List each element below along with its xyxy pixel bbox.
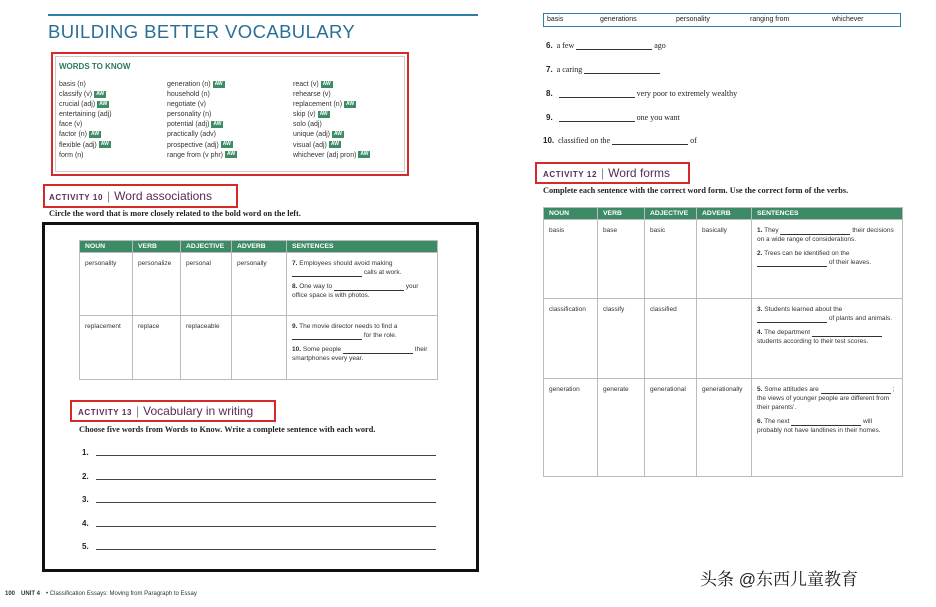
- line-number: 2.: [82, 471, 89, 481]
- page-title: BUILDING BETTER VOCABULARY: [48, 21, 356, 42]
- table-row: [544, 379, 903, 477]
- activity12-title: Word forms: [608, 166, 670, 180]
- footer-text: • Classification Essays: Moving from Paragraph to Essay: [46, 591, 197, 597]
- table-cell: generational: [645, 379, 697, 477]
- sentence-item: [757, 385, 897, 412]
- column-header: VERB: [598, 208, 645, 220]
- word-entry: [59, 100, 112, 110]
- item-number: 8.: [546, 89, 553, 98]
- academic-word-badge: AW: [222, 141, 231, 148]
- word-entry: [167, 130, 237, 140]
- word-entry: [59, 141, 112, 151]
- item-start: classified on the: [558, 136, 611, 145]
- activity13-label: ACTIVITY 13: [78, 408, 133, 417]
- sentence-end: will probably not have landlines in their homes.: [757, 418, 881, 434]
- sentence-number: 1.: [757, 227, 763, 234]
- table-cell: personal: [181, 253, 232, 316]
- answer-line: [96, 455, 436, 456]
- activity12-label: ACTIVITY 12: [543, 170, 598, 179]
- sentence-start: Employees should avoid making: [299, 260, 393, 267]
- table-cell: base: [598, 220, 645, 299]
- sentence-start: They: [764, 227, 779, 234]
- word-text: household (n): [167, 91, 210, 99]
- sentences-cell: [287, 253, 438, 316]
- word-entry: [293, 120, 370, 130]
- answer-line: [96, 526, 436, 527]
- word-text: prospective (adj): [167, 141, 219, 149]
- table-cell: [697, 299, 752, 379]
- academic-word-badge: AW: [360, 151, 369, 158]
- word-entry: [293, 80, 370, 90]
- table-row: [544, 299, 903, 379]
- word-text: crucial (adj): [59, 101, 96, 109]
- word-entry: [167, 100, 237, 110]
- table-row: [80, 253, 438, 316]
- word-entry: [167, 110, 237, 120]
- word-bank-item: ranging from: [750, 16, 790, 23]
- word-entry: [59, 151, 112, 161]
- sentence-item: [292, 259, 432, 277]
- line-number: 1.: [82, 448, 89, 457]
- word-text: solo (adj): [293, 121, 322, 129]
- academic-word-badge: AW: [319, 110, 328, 117]
- table-cell: basic: [645, 220, 697, 299]
- sentences-cell: [752, 299, 903, 379]
- answer-blank: [821, 387, 891, 394]
- column-header: NOUN: [80, 241, 133, 253]
- sentence-item: [757, 249, 897, 267]
- item-end: of: [690, 136, 697, 145]
- activity12-instruction: Complete each sentence with the correct word form. Use the correct form of the verbs.: [543, 186, 849, 195]
- column-header: SENTENCES: [752, 208, 903, 220]
- writing-line: [82, 448, 89, 457]
- sentence-number: 6.: [757, 418, 763, 425]
- table-cell: classify: [598, 299, 645, 379]
- activity10-title: Word associations: [114, 189, 212, 203]
- word-text: replacement (n): [293, 101, 343, 109]
- answer-line: [96, 502, 436, 503]
- answer-blank: [343, 347, 413, 354]
- word-entry: [167, 141, 237, 151]
- activity10-heading: ACTIVITY 10 | Word associations: [49, 189, 212, 203]
- sentence-end: of plants and animals.: [828, 315, 893, 322]
- sentence-start: Some attitudes are: [764, 386, 819, 393]
- word-text: flexible (adj): [59, 141, 97, 149]
- word-column-1: [59, 80, 112, 161]
- answer-blank: [757, 260, 827, 267]
- fill-in-item: [546, 89, 737, 98]
- sentence-end: ; the views of younger people are different from their parents'.: [757, 386, 895, 411]
- word-entry: [293, 110, 370, 120]
- word-text: react (v): [293, 81, 319, 88]
- table-cell: replace: [133, 316, 181, 380]
- academic-word-badge: AW: [100, 141, 109, 148]
- sentence-number: 8.: [292, 283, 298, 290]
- word-text: negotiate (v): [167, 101, 206, 109]
- academic-word-badge: AW: [213, 121, 222, 128]
- fill-in-item: [543, 136, 697, 145]
- sentence-end: students according to their test scores.: [757, 338, 869, 345]
- table-cell: replacement: [80, 316, 133, 380]
- table-cell: replaceable: [181, 316, 232, 380]
- sentence-start: Students learned about the: [764, 306, 843, 313]
- sentence-start: The department: [764, 329, 811, 336]
- word-entry: [293, 130, 370, 140]
- item-end: very poor to extremely wealthy: [636, 89, 738, 98]
- word-entry: [59, 130, 112, 140]
- activity10-instruction: Circle the word that is more closely related to the bold word on the left.: [49, 209, 301, 218]
- sentence-start: Trees can be identified on the: [764, 250, 850, 257]
- answer-blank: [292, 270, 362, 277]
- word-entry: [293, 100, 370, 110]
- sentence-number: 7.: [292, 260, 298, 267]
- academic-word-badge: AW: [322, 80, 331, 87]
- item-start: a few: [556, 41, 575, 50]
- answer-blank: [334, 284, 404, 291]
- table-row: [544, 220, 903, 299]
- word-bank-item: generations: [600, 16, 637, 23]
- word-text: potential (adj): [167, 121, 210, 129]
- table-cell: generationally: [697, 379, 752, 477]
- word-text: whichever (adj pron): [293, 151, 357, 159]
- word-entry: [167, 80, 237, 90]
- sentence-item: [757, 226, 897, 244]
- word-entry: [59, 90, 112, 100]
- academic-word-badge: AW: [346, 100, 355, 107]
- table-cell: personalize: [133, 253, 181, 316]
- sentence-number: 3.: [757, 306, 763, 313]
- sentence-item: [292, 322, 432, 340]
- word-entry: [59, 80, 112, 90]
- writing-line: [82, 495, 89, 504]
- word-entry: [293, 90, 370, 100]
- word-text: form (n): [59, 151, 84, 159]
- column-header: ADVERB: [697, 208, 752, 220]
- line-number: 5.: [82, 542, 89, 551]
- item-end: ago: [654, 41, 666, 50]
- footer-unit: UNIT 4: [21, 591, 41, 597]
- academic-word-badge: AW: [214, 80, 223, 87]
- column-header: ADVERB: [232, 241, 287, 253]
- item-number: 9.: [546, 113, 553, 122]
- word-text: rehearse (v): [293, 91, 331, 99]
- word-entry: [293, 141, 370, 151]
- word-entry: [167, 120, 237, 130]
- title-rule: [48, 14, 478, 16]
- sentence-end: of their leaves.: [828, 259, 872, 266]
- column-header: NOUN: [544, 208, 598, 220]
- sentence-start: The movie director needs to find a: [299, 323, 398, 330]
- sentence-start: The next: [764, 418, 790, 425]
- academic-word-badge: AW: [99, 100, 108, 107]
- table-cell: generate: [598, 379, 645, 477]
- line-number: 4.: [82, 518, 89, 528]
- sentence-start: One way to: [299, 283, 333, 290]
- word-text: personality (n): [167, 111, 212, 119]
- word-entry: [59, 110, 112, 120]
- column-header: ADJECTIVE: [181, 241, 232, 253]
- word-text: range from (v phr): [167, 151, 224, 159]
- word-form-table-12: [543, 207, 903, 477]
- answer-blank: [576, 43, 652, 50]
- word-text: factor (n): [59, 131, 88, 139]
- table-cell: classification: [544, 299, 598, 379]
- writing-line: [82, 542, 89, 551]
- answer-blank: [612, 138, 688, 145]
- table-cell: basis: [544, 220, 598, 299]
- word-text: classify (v): [59, 91, 93, 99]
- word-column-3: [293, 80, 370, 161]
- sentence-number: 10.: [292, 346, 302, 353]
- sentence-item: [292, 282, 432, 300]
- line-number: 3.: [82, 495, 89, 504]
- sentence-end: calls at work.: [363, 269, 402, 276]
- sentence-number: 4.: [757, 329, 763, 336]
- sentence-end: their decisions on a wide range of considerations.: [757, 227, 894, 243]
- word-text: visual (adj): [293, 141, 327, 149]
- academic-word-badge: AW: [330, 141, 339, 148]
- answer-blank: [780, 228, 850, 235]
- page-footer: [5, 591, 197, 597]
- sentences-cell: [752, 379, 903, 477]
- sentence-item: [757, 417, 897, 435]
- fill-in-item: [546, 65, 660, 74]
- academic-word-badge: AW: [333, 131, 343, 138]
- sentence-item: [292, 345, 432, 363]
- word-text: face (v): [59, 121, 83, 129]
- activity13-instruction: Choose five words from Words to Know. Write a complete sentence with each word.: [79, 425, 376, 434]
- word-entry: [167, 151, 237, 161]
- academic-word-badge: AW: [96, 90, 105, 97]
- sentence-end: for the role.: [363, 332, 397, 339]
- word-form-table-10: [79, 240, 438, 380]
- table-row: [80, 316, 438, 380]
- answer-blank: [559, 91, 635, 98]
- word-entry: [167, 90, 237, 100]
- activity13-heading: ACTIVITY 13 | Vocabulary in writing: [78, 404, 254, 418]
- answer-blank: [791, 419, 861, 426]
- sentences-cell: [287, 316, 438, 380]
- answer-blank: [559, 115, 635, 122]
- word-bank-item: personality: [676, 16, 710, 23]
- sentence-item: [757, 328, 897, 346]
- item-start: a caring: [556, 65, 583, 74]
- table-cell: personality: [80, 253, 133, 316]
- writing-line: [82, 519, 89, 528]
- item-end: one you want: [636, 113, 680, 122]
- sentence-item: [757, 305, 897, 323]
- table-cell: classified: [645, 299, 697, 379]
- fill-in-item: [546, 41, 666, 50]
- answer-line: [96, 549, 436, 550]
- activity13-title: Vocabulary in writing: [143, 404, 254, 418]
- column-header: VERB: [133, 241, 181, 253]
- words-to-know-heading: WORDS TO KNOW: [59, 62, 131, 71]
- word-text: generation (n): [167, 81, 211, 88]
- word-text: basis (n): [59, 81, 86, 88]
- column-header: ADJECTIVE: [645, 208, 697, 220]
- academic-word-badge: AW: [227, 151, 236, 158]
- item-number: 6.: [546, 41, 553, 50]
- sentences-cell: [752, 220, 903, 299]
- sentence-number: 5.: [757, 386, 763, 393]
- sentence-start: Some people: [302, 346, 342, 353]
- sentence-end: their smartphones every year.: [292, 346, 428, 362]
- activity10-label: ACTIVITY 10: [49, 193, 104, 202]
- page-number: 100: [5, 591, 16, 597]
- table-cell: generation: [544, 379, 598, 477]
- sentence-number: 9.: [292, 323, 298, 330]
- writing-line: [82, 472, 89, 481]
- table-cell: [232, 316, 287, 380]
- column-header: SENTENCES: [287, 241, 438, 253]
- word-entry: [293, 151, 370, 161]
- answer-line: [96, 479, 436, 480]
- answer-blank: [812, 330, 882, 337]
- table-cell: basically: [697, 220, 752, 299]
- watermark: 头条 @东西儿童教育: [700, 570, 858, 589]
- academic-word-badge: AW: [91, 131, 100, 138]
- word-entry: [59, 120, 112, 130]
- answer-blank: [292, 333, 362, 340]
- word-bank: [543, 13, 901, 27]
- word-bank-item: whichever: [832, 16, 864, 23]
- word-text: entertaining (adj): [59, 111, 112, 119]
- word-text: practically (adv): [167, 131, 217, 139]
- item-number: 10.: [543, 136, 555, 145]
- fill-in-item: [546, 113, 680, 122]
- answer-blank: [757, 316, 827, 323]
- sentence-end: your office space is with photos.: [292, 283, 419, 299]
- table-cell: personally: [232, 253, 287, 316]
- item-number: 7.: [546, 65, 553, 74]
- word-bank-item: basis: [547, 16, 564, 23]
- word-text: skip (v): [293, 111, 316, 119]
- answer-blank: [584, 67, 660, 74]
- word-column-2: [167, 80, 237, 161]
- word-text: unique (adj): [293, 131, 330, 139]
- activity12-heading: ACTIVITY 12 | Word forms: [543, 166, 670, 180]
- sentence-number: 2.: [757, 250, 763, 257]
